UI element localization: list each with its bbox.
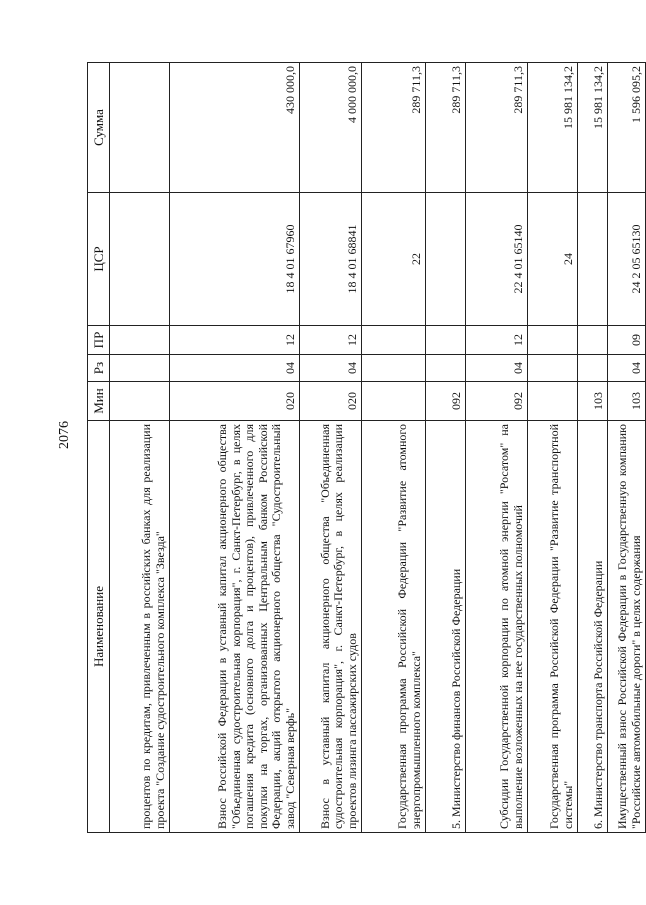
table-row	[300, 63, 362, 833]
row-sum: 4 000 000,0	[300, 63, 362, 193]
row-pr	[110, 326, 170, 355]
header-min: Мин	[88, 382, 110, 421]
row-min	[362, 382, 426, 421]
row-csr: 18 4 01 67960	[170, 193, 300, 326]
header-rz: Рз	[88, 355, 110, 382]
table-row	[110, 63, 170, 833]
row-name: Взнос Российской Федерации в уставный капитал акционерного общества "Объединенная судостроительная корпорация", г. Санкт-Петербург, в целях погашения кредита (основного долга и процентов), привлеченного для покупки на торгах, организованных Центральным банком Российской Федерации, акций открытого акционерного общества "Судостроительный завод "Северная верфь"	[170, 421, 300, 833]
row-sum: 289 711,3	[466, 63, 528, 193]
row-csr	[426, 193, 466, 326]
table-header-row	[88, 63, 110, 833]
row-csr: 22 4 01 65140	[466, 193, 528, 326]
row-min: 020	[170, 382, 300, 421]
row-name: 6. Министерство транспорта Российской Федерации	[578, 421, 608, 833]
row-name: Субсидии Государственной корпорации по атомной энергии "Росатом" на выполнение возложенных на нее государственных полномочий	[466, 421, 528, 833]
table-row	[362, 63, 426, 833]
row-sum: 289 711,3	[362, 63, 426, 193]
table-row	[466, 63, 528, 833]
row-min	[528, 382, 578, 421]
row-csr	[110, 193, 170, 326]
row-name: 5. Министерство финансов Российской Федерации	[426, 421, 466, 833]
row-pr: 12	[300, 326, 362, 355]
table-row	[528, 63, 578, 833]
row-sum: 430 000,0	[170, 63, 300, 193]
table-row	[578, 63, 608, 833]
row-sum	[110, 63, 170, 193]
row-sum: 1 596 095,2	[608, 63, 646, 193]
row-name: Взнос в уставный капитал акционерного общества "Объединенная судостроительная корпорация", г. Санкт-Петербург, в целях реализации проектов лизинга пассажирских судов	[300, 421, 362, 833]
table-row	[170, 63, 300, 833]
row-pr	[578, 326, 608, 355]
row-min	[110, 382, 170, 421]
row-pr: 12	[170, 326, 300, 355]
rotated-page	[87, 63, 643, 833]
row-pr	[528, 326, 578, 355]
row-sum: 15 981 134,2	[528, 63, 578, 193]
row-min: 020	[300, 382, 362, 421]
row-csr	[578, 193, 608, 326]
row-rz: 04	[300, 355, 362, 382]
header-sum: Сумма	[88, 63, 110, 193]
row-min: 092	[426, 382, 466, 421]
row-rz	[362, 355, 426, 382]
row-rz	[578, 355, 608, 382]
row-rz	[426, 355, 466, 382]
row-rz: 04	[466, 355, 528, 382]
row-csr: 24	[528, 193, 578, 326]
budget-table	[87, 62, 646, 833]
row-pr: 09	[608, 326, 646, 355]
row-name: Государственная программа Российской Федерации "Развитие атомного энергопромышленного комплекса"	[362, 421, 426, 833]
row-rz	[528, 355, 578, 382]
row-pr	[362, 326, 426, 355]
row-sum: 289 711,3	[426, 63, 466, 193]
table-row	[608, 63, 646, 833]
row-csr: 24 2 05 65130	[608, 193, 646, 326]
table-row	[426, 63, 466, 833]
header-name: Наименование	[88, 421, 110, 833]
page-number: 2076	[57, 421, 72, 449]
row-rz: 04	[608, 355, 646, 382]
row-min: 103	[578, 382, 608, 421]
row-rz: 04	[170, 355, 300, 382]
row-name: Имущественный взнос Российской Федерации в Государственную компанию "Российские автомобильные дороги" в целях содержания	[608, 421, 646, 833]
header-csr: ЦСР	[88, 193, 110, 326]
row-min: 103	[608, 382, 646, 421]
row-csr: 18 4 01 68841	[300, 193, 362, 326]
row-min: 092	[466, 382, 528, 421]
header-pr: ПР	[88, 326, 110, 355]
row-name: Государственная программа Российской Федерации "Развитие транспортной системы"	[528, 421, 578, 833]
row-sum: 15 981 134,2	[578, 63, 608, 193]
row-name: процентов по кредитам, привлеченным в российских банках для реализации проекта "Создание судостроительного комплекса "Звезда"	[110, 421, 170, 833]
row-pr	[426, 326, 466, 355]
row-pr: 12	[466, 326, 528, 355]
row-rz	[110, 355, 170, 382]
row-csr: 22	[362, 193, 426, 326]
